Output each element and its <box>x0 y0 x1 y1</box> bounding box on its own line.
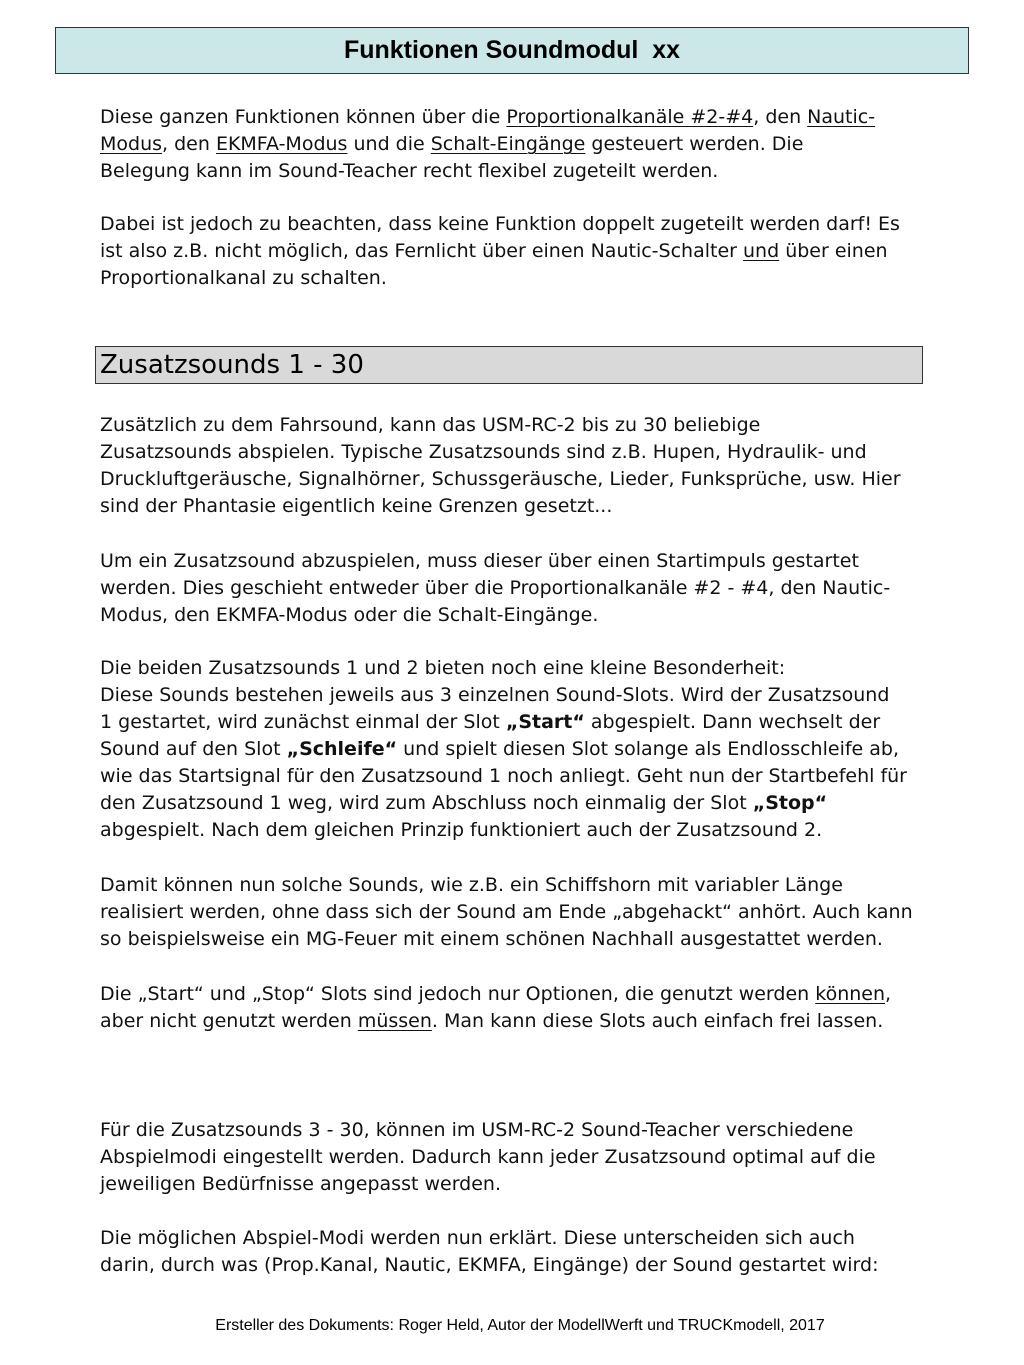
text-line <box>100 104 980 131</box>
text-line <box>100 439 980 466</box>
text-line <box>100 736 980 763</box>
text-line <box>100 602 980 629</box>
text-segment: Diese Sounds bestehen jeweils aus 3 einzelnen Sound-Slots. Wird der Zusatzsound <box>100 684 890 706</box>
text-segment: abgespielt. Nach dem gleichen Prinzip funktioniert auch der Zusatzsound 2. <box>100 819 823 841</box>
paragraph-slot-examples <box>100 872 980 953</box>
text-segment: ist also z.B. nicht möglich, das Fernlicht über einen Nautic-Schalter <box>100 240 743 262</box>
paragraph-functions-intro <box>100 104 980 185</box>
text-line <box>100 790 980 817</box>
underlined-text: Schalt-Eingänge <box>430 133 586 155</box>
text-line <box>100 1252 980 1279</box>
text-segment: realisiert werden, ohne dass sich der Sound am Ende „abgehackt“ anhört. Auch kann <box>100 901 913 923</box>
text-line <box>100 872 980 899</box>
document-footer: Ersteller des Dokuments: Roger Held, Autor der ModellWerft und TRUCKmodell, 2017 <box>215 1317 825 1334</box>
underlined-text: müssen <box>357 1010 432 1032</box>
text-line <box>100 548 980 575</box>
paragraph-play-modes-explained <box>100 1225 980 1279</box>
text-segment: Für die Zusatzsounds 3 - 30, können im USM-RC-2 Sound-Teacher verschiedene <box>100 1119 854 1141</box>
section-heading: Zusatzsounds 1 - 30 <box>100 350 364 380</box>
text-line <box>100 981 980 1008</box>
underlined-text: Proportionalkanäle #2-#4 <box>506 106 754 128</box>
underlined-text: Nautic- <box>807 106 876 128</box>
text-line <box>100 926 980 953</box>
paragraph-extra-sounds-intro <box>100 412 980 520</box>
text-line <box>100 412 980 439</box>
text-segment: abgespielt. Dann wechselt der <box>584 711 881 733</box>
text-line <box>100 265 980 292</box>
text-segment: Druckluftgeräusche, Signalhörner, Schussgeräusche, Lieder, Funksprüche, usw. Hier <box>100 468 901 490</box>
text-segment: Zusätzlich zu dem Fahrsound, kann das USM-RC-2 bis zu 30 beliebige <box>100 414 761 436</box>
text-line <box>100 211 980 238</box>
text-line <box>100 1008 980 1035</box>
underlined-text: und <box>743 240 780 262</box>
text-segment: . Man kann diese Slots auch einfach frei lassen. <box>431 1010 884 1032</box>
text-segment: , <box>885 983 892 1005</box>
section-heading-box <box>95 346 923 384</box>
page-title: Funktionen Soundmodul xx <box>343 36 681 64</box>
text-segment: gesteuert werden. Die <box>585 133 804 155</box>
text-line <box>100 682 980 709</box>
text-line <box>100 575 980 602</box>
text-segment: und spielt diesen Slot solange als Endlosschleife ab, <box>397 738 900 760</box>
text-segment: Modus, den EKMFA-Modus oder die Schalt-Eingänge. <box>100 604 599 626</box>
text-segment: Dabei ist jedoch zu beachten, dass keine Funktion doppelt zugeteilt werden darf! Es <box>100 213 900 235</box>
text-segment: aber nicht genutzt werden <box>100 1010 358 1032</box>
text-line <box>100 817 980 844</box>
text-segment: Diese ganzen Funktionen können über die <box>100 106 507 128</box>
paragraph-play-modes <box>100 1117 980 1198</box>
text-line <box>100 466 980 493</box>
text-segment: Damit können nun solche Sounds, wie z.B. ein Schiffshorn mit variabler Länge <box>100 874 843 896</box>
text-line <box>100 1171 980 1198</box>
text-segment: Zusatzsounds abspielen. Typische Zusatzsounds sind z.B. Hupen, Hydraulik- und <box>100 441 867 463</box>
text-line <box>100 238 980 265</box>
text-segment: Um ein Zusatzsound abzuspielen, muss dieser über einen Startimpuls gestartet <box>100 550 859 572</box>
text-line <box>100 763 980 790</box>
text-segment: Abspielmodi eingestellt werden. Dadurch kann jeder Zusatzsound optimal auf die <box>100 1146 876 1168</box>
text-line <box>100 899 980 926</box>
text-segment: sind der Phantasie eigentlich keine Grenzen gesetzt... <box>100 495 613 517</box>
paragraph-sound-slots <box>100 655 980 844</box>
text-line <box>100 158 980 185</box>
bold-text: „Start“ <box>505 711 585 733</box>
text-line <box>100 1225 980 1252</box>
text-line <box>100 709 980 736</box>
bold-text: „Stop“ <box>752 792 828 814</box>
paragraph-slot-options <box>100 981 980 1035</box>
text-segment: so beispielsweise ein MG-Feuer mit einem schönen Nachhall ausgestattet werden. <box>100 928 883 950</box>
text-segment: Sound auf den Slot <box>100 738 287 760</box>
text-line <box>100 131 980 158</box>
paragraph-functions-note <box>100 211 980 292</box>
underlined-text: Modus <box>100 133 163 155</box>
text-segment: über einen <box>779 240 888 262</box>
text-line <box>100 1144 980 1171</box>
text-segment: und die <box>347 133 431 155</box>
text-segment: Die beiden Zusatzsounds 1 und 2 bieten noch eine kleine Besonderheit: <box>100 657 786 679</box>
text-line <box>100 655 980 682</box>
text-segment: darin, durch was (Prop.Kanal, Nautic, EKMFA, Eingänge) der Sound gestartet wird: <box>100 1254 879 1276</box>
page-title-box <box>55 27 969 74</box>
text-segment: Belegung kann im Sound-Teacher recht flexibel zugeteilt werden. <box>100 160 719 182</box>
text-segment: Die „Start“ und „Stop“ Slots sind jedoch nur Optionen, die genutzt werden <box>100 983 816 1005</box>
text-segment: jeweiligen Bedürfnisse angepasst werden. <box>100 1173 502 1195</box>
text-segment: , den <box>162 133 216 155</box>
text-segment: Proportionalkanal zu schalten. <box>100 267 387 289</box>
text-line <box>100 1117 980 1144</box>
paragraph-start-impulse <box>100 548 980 629</box>
text-segment: Die möglichen Abspiel-Modi werden nun erklärt. Diese unterscheiden sich auch <box>100 1227 855 1249</box>
underlined-text: können <box>815 983 886 1005</box>
text-line <box>100 493 980 520</box>
text-segment: den Zusatzsound 1 weg, wird zum Abschluss noch einmalig der Slot <box>100 792 753 814</box>
text-segment: wie das Startsignal für den Zusatzsound 1 noch anliegt. Geht nun der Startbefehl für <box>100 765 907 787</box>
text-segment: , den <box>753 106 808 128</box>
underlined-text: EKMFA-Modus <box>215 133 348 155</box>
text-segment: werden. Dies geschieht entweder über die Proportionalkanäle #2 - #4, den Nautic- <box>100 577 891 599</box>
bold-text: „Schleife“ <box>286 738 398 760</box>
text-segment: 1 gestartet, wird zunächst einmal der Slot <box>100 711 506 733</box>
